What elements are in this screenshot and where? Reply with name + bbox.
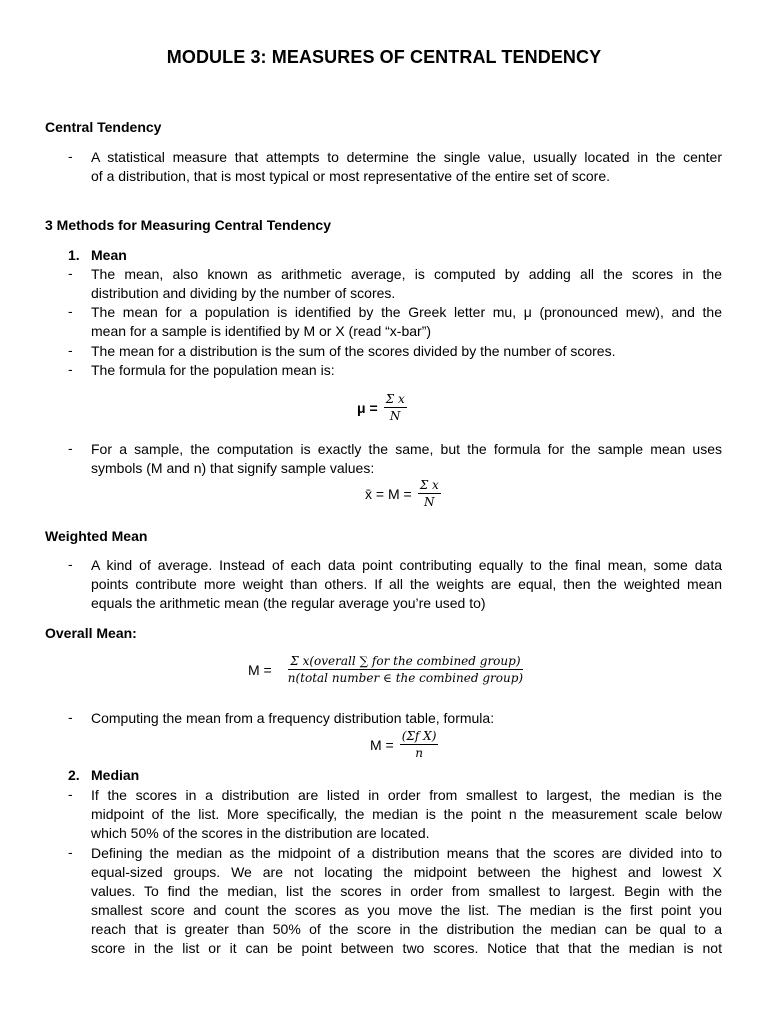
bullet-dash: - (68, 786, 73, 802)
text-line: Defining the median as the midpoint of a distribution means that the scores are divided into to (91, 845, 722, 861)
text-line: Computing the mean from a frequency distribution table, formula: (91, 710, 495, 726)
mean-bullet-4 (91, 361, 722, 380)
subheading-mean: Mean (91, 247, 127, 263)
list-number-mean: 1. (68, 247, 80, 263)
central-tendency-definition (91, 148, 722, 186)
fraction-numerator: Σ x(overall ∑ for the combined group) (290, 654, 521, 668)
bullet-dash: - (68, 303, 73, 319)
formula-lhs: x̄ = M = (365, 485, 412, 502)
text-line: which 50% of the scores in the distribution are located. (91, 825, 430, 841)
section-heading-central-tendency: Central Tendency (45, 119, 162, 135)
population-mean-formula (357, 392, 407, 423)
fraction-numerator: Σ x (385, 392, 405, 406)
text-line: For a sample, the computation is exactly the same, but the formula for the sample mean uses (91, 441, 722, 457)
text-line: The mean for a population is identified by the Greek letter mu, μ (pronounced mew), and the (91, 304, 722, 320)
text-line: The mean for a distribution is the sum of the scores divided by the number of scores. (91, 343, 616, 359)
text-line: symbols (M and n) that signify sample values: (91, 460, 375, 476)
bullet-dash: - (68, 148, 73, 164)
text-line: The mean, also known as arithmetic average, is computed by adding all the scores in the (91, 266, 722, 282)
bullet-dash: - (68, 361, 73, 377)
frequency-mean-formula (370, 729, 438, 760)
text-line: reach that is greater than 50% of the score in the distribution the median can be qual to a (91, 921, 722, 937)
mean-bullet-1 (91, 265, 722, 303)
mean-bullet-3 (91, 342, 722, 361)
formula-lhs: μ = (357, 399, 378, 416)
text-line: distribution and dividing by the number of scores. (91, 285, 396, 301)
section-heading-methods: 3 Methods for Measuring Central Tendency (45, 217, 332, 233)
mean-bullet-5 (91, 440, 722, 478)
sample-mean-formula (365, 478, 441, 509)
text-line: points contribute more weight than others. If all the weights are equal, then the weighted mean (91, 576, 722, 592)
fraction-denominator: N (423, 495, 435, 509)
bullet-dash: - (68, 844, 73, 860)
text-line: score in the list or it can be point between two scores. Notice that that the median is not (91, 940, 722, 956)
bullet-dash: - (68, 556, 73, 572)
section-heading-overall-mean: Overall Mean: (45, 625, 137, 641)
fraction-numerator: Σ x (419, 478, 439, 492)
bullet-dash: - (68, 265, 73, 281)
mean-bullet-2 (91, 303, 722, 341)
bullet-dash: - (68, 709, 73, 725)
overall-mean-bullet-1 (91, 709, 722, 728)
text-line: equals the arithmetic mean (the regular average you’re used to) (91, 595, 486, 611)
weighted-mean-definition (91, 556, 722, 613)
fraction (286, 654, 525, 685)
list-number-median: 2. (68, 767, 80, 783)
fraction (384, 392, 407, 423)
formula-lhs: M = (248, 661, 272, 678)
text-line: values. To find the median, list the scores in order from smallest to largest. Begin with the (91, 883, 722, 899)
page-title: MODULE 3: MEASURES OF CENTRAL TENDENCY (166, 47, 602, 67)
text-line: A kind of average. Instead of each data point contributing equally to the final mean, some data (91, 557, 722, 573)
bullet-dash: - (68, 342, 73, 358)
median-bullet-2 (91, 844, 722, 958)
fraction-numerator: (Σf X) (401, 729, 437, 743)
fraction-denominator: N (389, 409, 401, 423)
text-line: mean for a sample is identified by M or X (read “x-bar”) (91, 323, 432, 339)
text-line: equal-sized groups. We are not locating the midpoint between the highest and lowest X (91, 864, 722, 880)
fraction (418, 478, 441, 509)
fraction (400, 729, 439, 760)
subheading-median: Median (91, 767, 140, 783)
text-line: The formula for the population mean is: (91, 362, 335, 378)
median-bullet-1 (91, 786, 722, 843)
text-line: of a distribution, that is most typical or most representative of the entire set of score. (91, 168, 611, 184)
text-line: midpoint of the list. More specifically, the median is the point n the measurement scale below (91, 806, 722, 822)
overall-mean-formula (248, 654, 525, 685)
bullet-dash: - (68, 440, 73, 456)
formula-lhs: M = (370, 736, 394, 753)
fraction-denominator: n(total number ∈ the combined group) (287, 671, 524, 685)
text-line: smallest score and count the scores as you move the list. The median is the first point you (91, 902, 722, 918)
section-heading-weighted-mean: Weighted Mean (45, 528, 148, 544)
text-line: If the scores in a distribution are listed in order from smallest to largest, the median is the (91, 787, 722, 803)
text-line: A statistical measure that attempts to determine the single value, usually located in the center (91, 149, 722, 165)
fraction-denominator: n (415, 746, 423, 760)
